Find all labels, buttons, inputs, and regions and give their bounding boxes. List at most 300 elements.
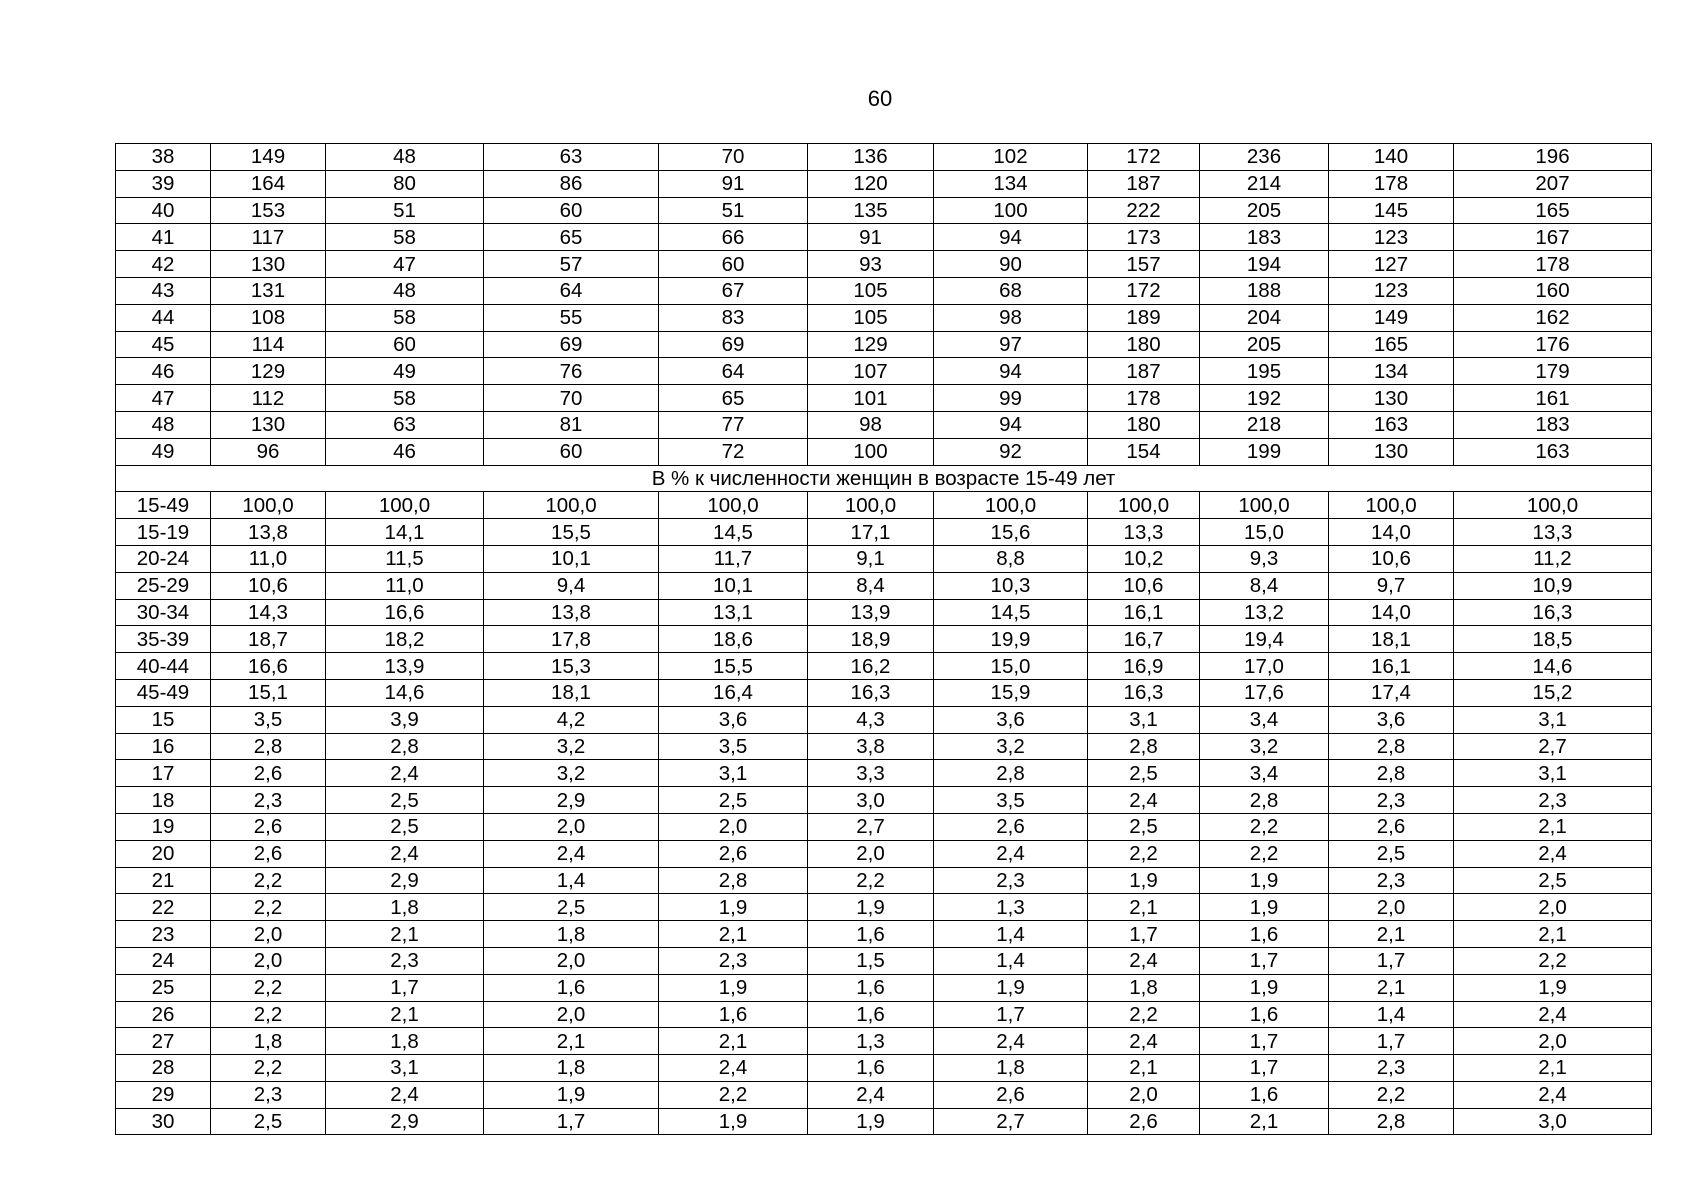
table-row <box>116 787 1652 814</box>
table-cell: 1,9 <box>808 894 934 921</box>
table-cell: 1,7 <box>934 1001 1088 1028</box>
table-row <box>116 1028 1652 1055</box>
table-cell: 100 <box>808 438 934 465</box>
table-row <box>116 492 1652 519</box>
table-cell: 123 <box>1329 277 1454 304</box>
table-cell: 72 <box>659 438 808 465</box>
table-cell: 3,4 <box>1200 760 1329 787</box>
table-cell: 207 <box>1454 170 1652 197</box>
row-label-cell: 47 <box>116 385 211 412</box>
table-row <box>116 572 1652 599</box>
table-cell: 70 <box>484 385 659 412</box>
table-cell: 2,6 <box>1329 813 1454 840</box>
table-cell: 17,8 <box>484 626 659 653</box>
table-cell: 18,5 <box>1454 626 1652 653</box>
table-cell: 100,0 <box>326 492 484 519</box>
table-cell: 10,1 <box>659 572 808 599</box>
table-cell: 2,9 <box>326 1108 484 1135</box>
row-label-cell: 25 <box>116 974 211 1001</box>
table-cell: 60 <box>484 438 659 465</box>
table-cell: 130 <box>1329 385 1454 412</box>
row-label-cell: 30 <box>116 1108 211 1135</box>
table-cell: 2,2 <box>1329 1081 1454 1108</box>
table-cell: 192 <box>1200 385 1329 412</box>
table-cell: 3,2 <box>484 760 659 787</box>
table-cell: 2,5 <box>1088 760 1200 787</box>
table-cell: 2,5 <box>484 894 659 921</box>
table-cell: 165 <box>1454 197 1652 224</box>
table-cell: 1,9 <box>659 894 808 921</box>
table-cell: 98 <box>808 411 934 438</box>
table-cell: 10,3 <box>934 572 1088 599</box>
table-cell: 13,1 <box>659 599 808 626</box>
table-cell: 91 <box>659 170 808 197</box>
section-title: В % к численности женщин в возрасте 15-49 лет <box>116 465 1652 492</box>
table-row <box>116 1081 1652 1108</box>
table-cell: 17,1 <box>808 519 934 546</box>
table-cell: 11,7 <box>659 545 808 572</box>
table-cell: 178 <box>1088 385 1200 412</box>
table-cell: 16,3 <box>808 679 934 706</box>
table-cell: 66 <box>659 224 808 251</box>
table-cell: 1,9 <box>808 1108 934 1135</box>
table-cell: 2,8 <box>1329 1108 1454 1135</box>
table-cell: 3,5 <box>934 787 1088 814</box>
table-cell: 1,6 <box>808 921 934 948</box>
table-cell: 1,7 <box>1329 947 1454 974</box>
table-cell: 2,3 <box>1329 867 1454 894</box>
table-cell: 222 <box>1088 197 1200 224</box>
table-cell: 18,7 <box>211 626 326 653</box>
table-cell: 100,0 <box>934 492 1088 519</box>
table-cell: 69 <box>484 331 659 358</box>
table-cell: 1,8 <box>484 1055 659 1082</box>
table-cell: 94 <box>934 411 1088 438</box>
table-cell: 183 <box>1200 224 1329 251</box>
table-cell: 8,4 <box>808 572 934 599</box>
table-cell: 1,6 <box>808 974 934 1001</box>
row-label-cell: 25-29 <box>116 572 211 599</box>
table-cell: 1,9 <box>934 974 1088 1001</box>
table-cell: 214 <box>1200 170 1329 197</box>
table-row <box>116 706 1652 733</box>
table-cell: 14,6 <box>1454 653 1652 680</box>
table-cell: 3,1 <box>1454 760 1652 787</box>
table-cell: 102 <box>934 144 1088 171</box>
table-cell: 2,4 <box>934 840 1088 867</box>
table-cell: 2,4 <box>808 1081 934 1108</box>
table-row <box>116 840 1652 867</box>
row-label-cell: 35-39 <box>116 626 211 653</box>
table-cell: 101 <box>808 385 934 412</box>
table-cell: 76 <box>484 358 659 385</box>
table-cell: 3,4 <box>1200 706 1329 733</box>
table-cell: 13,2 <box>1200 599 1329 626</box>
table-cell: 1,5 <box>808 947 934 974</box>
table-row <box>116 679 1652 706</box>
table-cell: 2,7 <box>1454 733 1652 760</box>
table-cell: 1,8 <box>484 921 659 948</box>
table-cell: 3,1 <box>659 760 808 787</box>
table-cell: 2,4 <box>659 1055 808 1082</box>
table-cell: 58 <box>326 304 484 331</box>
table-cell: 100,0 <box>808 492 934 519</box>
table-cell: 145 <box>1329 197 1454 224</box>
table-cell: 2,2 <box>211 894 326 921</box>
table-row <box>116 653 1652 680</box>
table-cell: 1,4 <box>934 947 1088 974</box>
table-cell: 2,6 <box>934 1081 1088 1108</box>
table-cell: 1,9 <box>659 1108 808 1135</box>
table-cell: 2,8 <box>211 733 326 760</box>
table-cell: 3,6 <box>659 706 808 733</box>
table-row <box>116 304 1652 331</box>
table-cell: 134 <box>1329 358 1454 385</box>
table-cell: 90 <box>934 251 1088 278</box>
table-row <box>116 921 1652 948</box>
table-cell: 18,2 <box>326 626 484 653</box>
table-cell: 46 <box>326 438 484 465</box>
table-cell: 17,0 <box>1200 653 1329 680</box>
table-cell: 47 <box>326 251 484 278</box>
table-cell: 1,7 <box>1088 921 1200 948</box>
table-cell: 2,4 <box>1088 947 1200 974</box>
table-cell: 1,7 <box>1200 1055 1329 1082</box>
table-cell: 2,5 <box>1088 813 1200 840</box>
table-cell: 2,3 <box>211 1081 326 1108</box>
table-cell: 105 <box>808 304 934 331</box>
table-cell: 3,0 <box>808 787 934 814</box>
table-cell: 130 <box>1329 438 1454 465</box>
table-cell: 1,3 <box>808 1028 934 1055</box>
table-cell: 13,3 <box>1454 519 1652 546</box>
table-cell: 160 <box>1454 277 1652 304</box>
row-label-cell: 15 <box>116 706 211 733</box>
table-cell: 1,7 <box>1200 947 1329 974</box>
table-cell: 2,0 <box>1454 894 1652 921</box>
row-label-cell: 46 <box>116 358 211 385</box>
row-label-cell: 43 <box>116 277 211 304</box>
row-label-cell: 27 <box>116 1028 211 1055</box>
table-cell: 91 <box>808 224 934 251</box>
row-label-cell: 24 <box>116 947 211 974</box>
table-cell: 1,6 <box>659 1001 808 1028</box>
table-cell: 16,7 <box>1088 626 1200 653</box>
table-cell: 16,6 <box>211 653 326 680</box>
table-cell: 2,6 <box>1088 1108 1200 1135</box>
table-cell: 100 <box>934 197 1088 224</box>
table-cell: 1,6 <box>1200 921 1329 948</box>
table-row <box>116 331 1652 358</box>
table-cell: 2,2 <box>211 867 326 894</box>
table-cell: 96 <box>211 438 326 465</box>
table-cell: 2,1 <box>326 1001 484 1028</box>
table-cell: 117 <box>211 224 326 251</box>
row-label-cell: 40-44 <box>116 653 211 680</box>
table-cell: 1,7 <box>1200 1028 1329 1055</box>
table-row <box>116 974 1652 1001</box>
table-cell: 2,2 <box>1088 1001 1200 1028</box>
table-cell: 2,7 <box>808 813 934 840</box>
table-cell: 2,0 <box>484 947 659 974</box>
table-cell: 15,1 <box>211 679 326 706</box>
table-cell: 180 <box>1088 411 1200 438</box>
table-cell: 2,4 <box>1088 1028 1200 1055</box>
row-label-cell: 42 <box>116 251 211 278</box>
table-cell: 173 <box>1088 224 1200 251</box>
table-cell: 68 <box>934 277 1088 304</box>
table-cell: 4,3 <box>808 706 934 733</box>
table-cell: 100,0 <box>484 492 659 519</box>
table-cell: 2,0 <box>1454 1028 1652 1055</box>
table-row <box>116 251 1652 278</box>
table-cell: 199 <box>1200 438 1329 465</box>
table-body-percent <box>116 492 1652 1135</box>
table-cell: 13,9 <box>326 653 484 680</box>
table-row <box>116 197 1652 224</box>
table-cell: 16,1 <box>1088 599 1200 626</box>
table-cell: 14,6 <box>326 679 484 706</box>
table-cell: 1,9 <box>1200 974 1329 1001</box>
table-cell: 17,4 <box>1329 679 1454 706</box>
table-cell: 2,3 <box>1454 787 1652 814</box>
table-cell: 2,1 <box>484 1028 659 1055</box>
table-cell: 9,1 <box>808 545 934 572</box>
table-cell: 205 <box>1200 331 1329 358</box>
table-cell: 18,9 <box>808 626 934 653</box>
table-cell: 164 <box>211 170 326 197</box>
table-cell: 2,2 <box>1454 947 1652 974</box>
table-cell: 3,5 <box>659 733 808 760</box>
table-cell: 1,8 <box>934 1055 1088 1082</box>
table-cell: 2,6 <box>211 760 326 787</box>
row-label-cell: 40 <box>116 197 211 224</box>
table-row <box>116 545 1652 572</box>
table-cell: 86 <box>484 170 659 197</box>
row-label-cell: 15-49 <box>116 492 211 519</box>
table-cell: 100,0 <box>1088 492 1200 519</box>
table-cell: 16,2 <box>808 653 934 680</box>
table-cell: 14,5 <box>659 519 808 546</box>
table-cell: 163 <box>1329 411 1454 438</box>
table-cell: 2,1 <box>1454 921 1652 948</box>
table-row <box>116 813 1652 840</box>
table-cell: 51 <box>326 197 484 224</box>
table-cell: 13,8 <box>484 599 659 626</box>
table-cell: 60 <box>484 197 659 224</box>
table-row <box>116 1001 1652 1028</box>
table-cell: 194 <box>1200 251 1329 278</box>
table-row <box>116 144 1652 171</box>
table-cell: 2,2 <box>1200 813 1329 840</box>
table-cell: 2,4 <box>484 840 659 867</box>
table-cell: 1,7 <box>1329 1028 1454 1055</box>
row-label-cell: 49 <box>116 438 211 465</box>
table-cell: 55 <box>484 304 659 331</box>
table-cell: 2,4 <box>1454 1081 1652 1108</box>
table-cell: 58 <box>326 224 484 251</box>
table-cell: 204 <box>1200 304 1329 331</box>
table-cell: 15,5 <box>659 653 808 680</box>
table-row <box>116 438 1652 465</box>
table-cell: 178 <box>1454 251 1652 278</box>
table-cell: 1,6 <box>484 974 659 1001</box>
table-cell: 100,0 <box>1329 492 1454 519</box>
table-cell: 2,4 <box>1088 787 1200 814</box>
table-cell: 14,3 <box>211 599 326 626</box>
row-label-cell: 45 <box>116 331 211 358</box>
table-cell: 10,2 <box>1088 545 1200 572</box>
table-cell: 19,4 <box>1200 626 1329 653</box>
table-cell: 2,3 <box>1329 1055 1454 1082</box>
table-cell: 81 <box>484 411 659 438</box>
table-cell: 180 <box>1088 331 1200 358</box>
table-cell: 2,5 <box>1329 840 1454 867</box>
table-cell: 16,6 <box>326 599 484 626</box>
table-cell: 2,6 <box>659 840 808 867</box>
table-cell: 14,5 <box>934 599 1088 626</box>
table-cell: 77 <box>659 411 808 438</box>
table-cell: 2,7 <box>934 1108 1088 1135</box>
table-row <box>116 519 1652 546</box>
table-cell: 2,8 <box>1200 787 1329 814</box>
table-cell: 2,8 <box>934 760 1088 787</box>
table-cell: 100,0 <box>211 492 326 519</box>
table-cell: 188 <box>1200 277 1329 304</box>
table-cell: 3,6 <box>1329 706 1454 733</box>
table-cell: 3,8 <box>808 733 934 760</box>
table-cell: 2,1 <box>326 921 484 948</box>
table-cell: 4,2 <box>484 706 659 733</box>
table-cell: 1,6 <box>1200 1081 1329 1108</box>
row-label-cell: 39 <box>116 170 211 197</box>
table-cell: 9,3 <box>1200 545 1329 572</box>
table-cell: 13,3 <box>1088 519 1200 546</box>
table-cell: 179 <box>1454 358 1652 385</box>
table-cell: 2,4 <box>1454 840 1652 867</box>
table-cell: 183 <box>1454 411 1652 438</box>
row-label-cell: 23 <box>116 921 211 948</box>
table-cell: 196 <box>1454 144 1652 171</box>
table-cell: 1,9 <box>1088 867 1200 894</box>
table-cell: 1,8 <box>326 894 484 921</box>
table-cell: 14,0 <box>1329 599 1454 626</box>
table-cell: 2,1 <box>1454 813 1652 840</box>
table-cell: 14,1 <box>326 519 484 546</box>
table-cell: 130 <box>211 411 326 438</box>
table-cell: 58 <box>326 385 484 412</box>
table-row <box>116 894 1652 921</box>
table-cell: 60 <box>659 251 808 278</box>
table-cell: 3,9 <box>326 706 484 733</box>
table-cell: 97 <box>934 331 1088 358</box>
table-cell: 2,0 <box>1088 1081 1200 1108</box>
table-cell: 9,4 <box>484 572 659 599</box>
table-cell: 94 <box>934 224 1088 251</box>
row-label-cell: 38 <box>116 144 211 171</box>
table-cell: 2,1 <box>1088 1055 1200 1082</box>
table-cell: 135 <box>808 197 934 224</box>
table-cell: 10,9 <box>1454 572 1652 599</box>
table-cell: 2,0 <box>1329 894 1454 921</box>
table-row <box>116 224 1652 251</box>
table-cell: 2,8 <box>1329 733 1454 760</box>
table-cell: 1,7 <box>326 974 484 1001</box>
table-row <box>116 760 1652 787</box>
row-label-cell: 21 <box>116 867 211 894</box>
row-label-cell: 29 <box>116 1081 211 1108</box>
row-label-cell: 18 <box>116 787 211 814</box>
table-cell: 2,2 <box>808 867 934 894</box>
table-cell: 92 <box>934 438 1088 465</box>
table-cell: 16,9 <box>1088 653 1200 680</box>
table-row <box>116 358 1652 385</box>
table-cell: 16,3 <box>1088 679 1200 706</box>
table-cell: 98 <box>934 304 1088 331</box>
table-cell: 178 <box>1329 170 1454 197</box>
table-cell: 2,1 <box>1329 974 1454 1001</box>
table-cell: 2,5 <box>326 787 484 814</box>
table-cell: 236 <box>1200 144 1329 171</box>
table-cell: 105 <box>808 277 934 304</box>
table-cell: 2,0 <box>211 947 326 974</box>
table-row <box>116 947 1652 974</box>
table-cell: 64 <box>659 358 808 385</box>
table-cell: 205 <box>1200 197 1329 224</box>
table-cell: 63 <box>484 144 659 171</box>
table-cell: 120 <box>808 170 934 197</box>
data-table <box>115 143 1652 1135</box>
table-cell: 100,0 <box>1454 492 1652 519</box>
table-cell: 131 <box>211 277 326 304</box>
table-cell: 9,7 <box>1329 572 1454 599</box>
row-label-cell: 45-49 <box>116 679 211 706</box>
table-cell: 2,1 <box>1454 1055 1652 1082</box>
table-cell: 80 <box>326 170 484 197</box>
table-cell: 2,4 <box>326 1081 484 1108</box>
table-cell: 10,6 <box>211 572 326 599</box>
table-cell: 2,1 <box>1329 921 1454 948</box>
table-cell: 13,9 <box>808 599 934 626</box>
table-row <box>116 385 1652 412</box>
table-cell: 136 <box>808 144 934 171</box>
row-label-cell: 17 <box>116 760 211 787</box>
table-cell: 2,4 <box>326 840 484 867</box>
table-cell: 1,7 <box>484 1108 659 1135</box>
row-label-cell: 22 <box>116 894 211 921</box>
row-label-cell: 48 <box>116 411 211 438</box>
table-row <box>116 733 1652 760</box>
table-cell: 123 <box>1329 224 1454 251</box>
table-cell: 2,2 <box>211 1001 326 1028</box>
table-cell: 1,6 <box>1200 1001 1329 1028</box>
table-cell: 93 <box>808 251 934 278</box>
table-cell: 11,0 <box>326 572 484 599</box>
table-cell: 2,8 <box>1088 733 1200 760</box>
table-cell: 11,2 <box>1454 545 1652 572</box>
row-label-cell: 15-19 <box>116 519 211 546</box>
table-cell: 2,2 <box>211 1055 326 1082</box>
table-cell: 157 <box>1088 251 1200 278</box>
table-cell: 10,6 <box>1329 545 1454 572</box>
table-cell: 16,4 <box>659 679 808 706</box>
table-cell: 187 <box>1088 170 1200 197</box>
table-cell: 2,5 <box>659 787 808 814</box>
table-cell: 48 <box>326 144 484 171</box>
table-cell: 3,2 <box>484 733 659 760</box>
table-cell: 14,0 <box>1329 519 1454 546</box>
table-cell: 3,5 <box>211 706 326 733</box>
